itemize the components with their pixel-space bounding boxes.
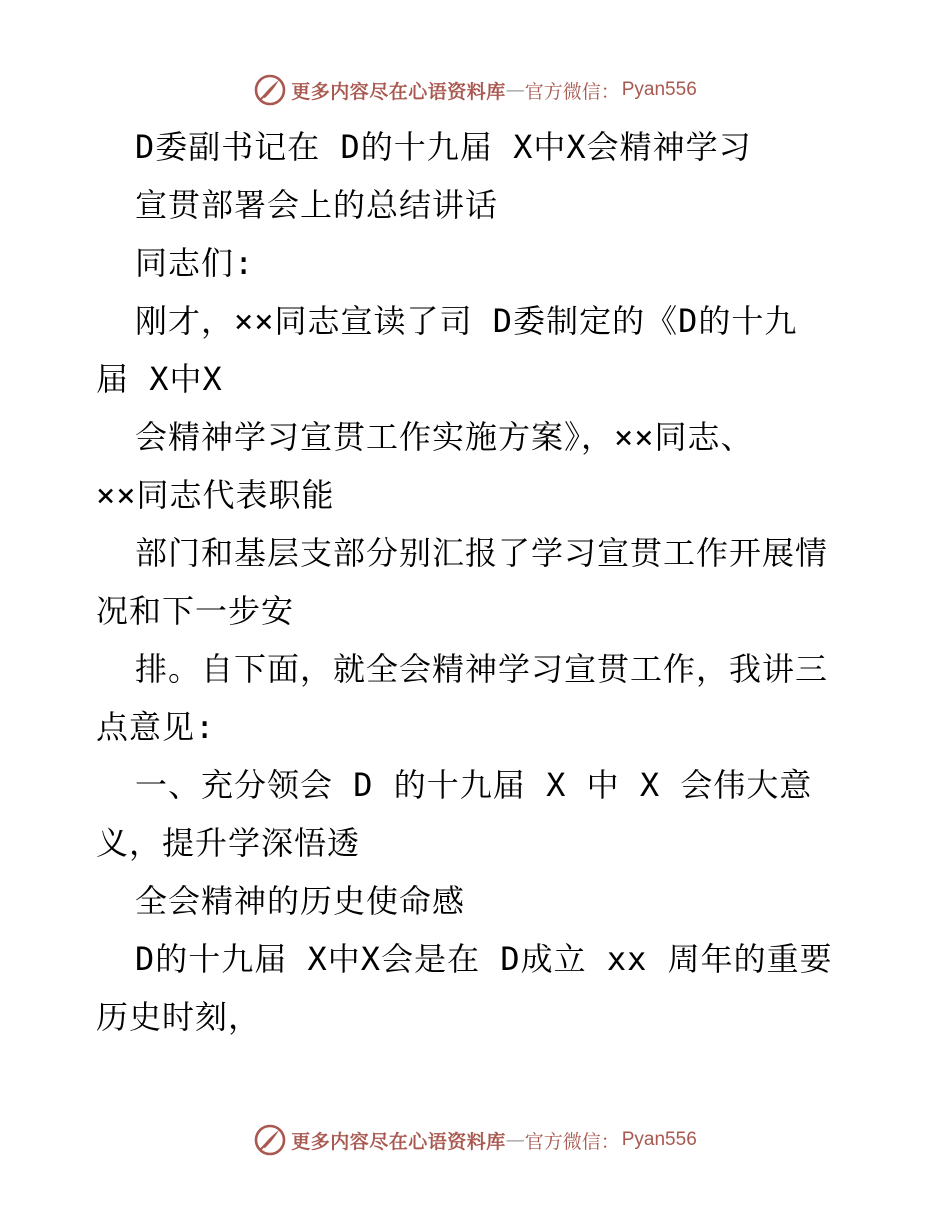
watermark-wechat-id: Pyan556 xyxy=(621,79,697,100)
section-heading-1: 一、充分领会 D 的十九届 X 中 X 会伟大意 xyxy=(135,766,813,804)
paragraph-line: 部门和基层支部分别汇报了学习宣贯工作开展情 xyxy=(135,534,829,572)
salutation: 同志们: xyxy=(135,244,255,282)
paragraph-line: 况和下一步安 xyxy=(96,592,295,630)
paragraph-line: ××同志代表职能 xyxy=(96,476,335,514)
paragraph-line: D的十九届 X中X会是在 D成立 xx 周年的重要 xyxy=(135,940,833,978)
title-line-2: 宣贯部署会上的总结讲话 xyxy=(135,186,499,224)
header-watermark xyxy=(0,70,950,110)
paragraph-line: 排。自下面，就全会精神学习宣贯工作，我讲三 xyxy=(135,650,829,688)
watermark-wechat-id: Pyan556 xyxy=(621,1129,697,1150)
watermark-wechat-label: 官方微信： xyxy=(524,1130,620,1153)
title-line-1: D委副书记在 D的十九届 X中X会精神学习 xyxy=(135,128,752,166)
footer-watermark xyxy=(0,1120,950,1160)
paragraph-line: 届 X中X xyxy=(96,360,223,398)
section-heading-1: 义，提升学深悟透 xyxy=(96,824,361,862)
watermark-dash: — xyxy=(505,1129,525,1151)
paragraph-line: 刚才，××同志宣读了司 D委制定的《D的十九 xyxy=(135,302,798,340)
watermark-dash: — xyxy=(505,79,525,101)
paragraph-line: 会精神学习宣贯工作实施方案》，××同志、 xyxy=(135,418,754,456)
watermark-slogan: 更多内容尽在心语资料库 xyxy=(291,80,506,103)
watermark-slogan: 更多内容尽在心语资料库 xyxy=(291,1130,506,1153)
watermark-wechat-label: 官方微信： xyxy=(524,80,620,103)
quill-pen-logo-icon xyxy=(253,73,287,107)
paragraph-line: 历史时刻， xyxy=(96,998,262,1036)
paragraph-line: 点意见: xyxy=(96,708,216,746)
section-heading-1: 全会精神的历史使命感 xyxy=(135,882,466,920)
quill-pen-logo-icon xyxy=(253,1123,287,1157)
